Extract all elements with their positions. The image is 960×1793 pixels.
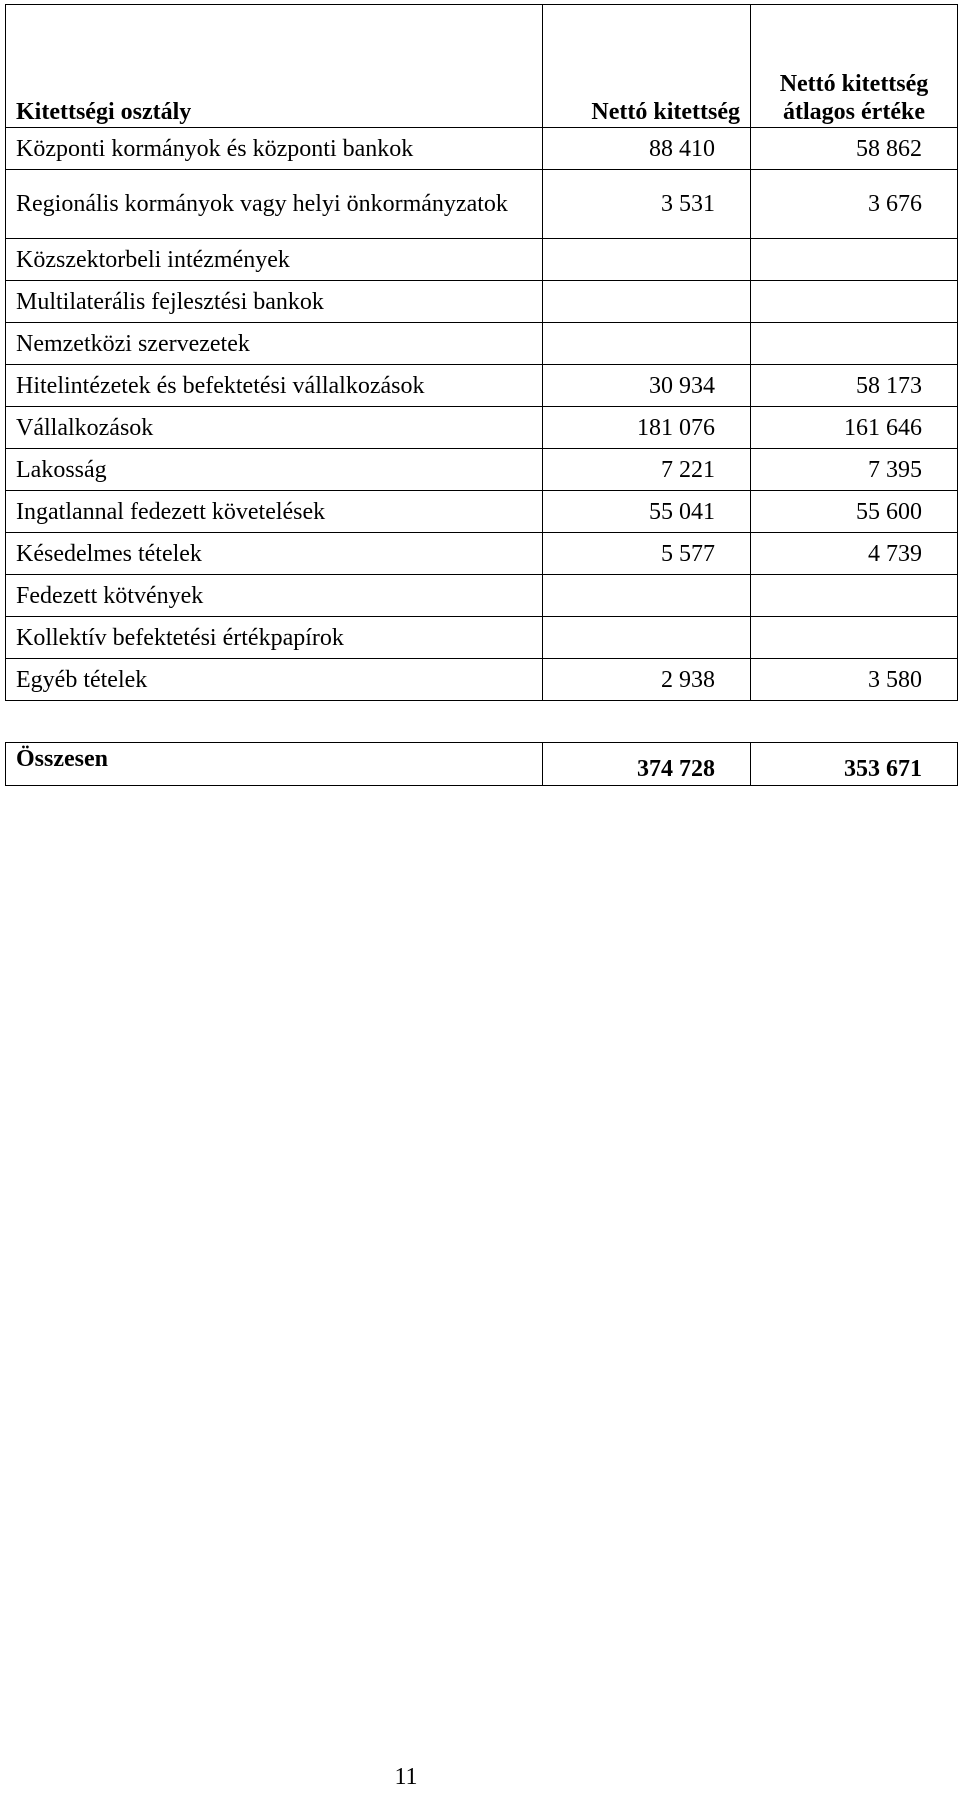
row-net-exposure: 2 938 [543, 659, 751, 701]
row-net-exposure: 181 076 [543, 407, 751, 449]
row-label: Nemzetközi szervezetek [6, 323, 543, 365]
row-average-exposure: 3 676 [751, 170, 958, 239]
table-row [6, 617, 958, 659]
header-exposure-class: Kitettségi osztály [6, 5, 543, 128]
table-row [6, 323, 958, 365]
row-net-exposure: 3 531 [543, 170, 751, 239]
total-table [5, 742, 958, 786]
row-net-exposure [543, 617, 751, 659]
row-label: Fedezett kötvények [6, 575, 543, 617]
row-label: Regionális kormányok vagy helyi önkormányzatok [6, 170, 543, 239]
table-row [6, 491, 958, 533]
row-net-exposure: 30 934 [543, 365, 751, 407]
row-average-exposure [751, 239, 958, 281]
row-label: Ingatlannal fedezett követelések [6, 491, 543, 533]
row-label: Kollektív befektetési értékpapírok [6, 617, 543, 659]
row-net-exposure [543, 239, 751, 281]
row-average-exposure [751, 617, 958, 659]
row-average-exposure: 55 600 [751, 491, 958, 533]
row-average-exposure: 58 862 [751, 128, 958, 170]
row-average-exposure: 58 173 [751, 365, 958, 407]
total-net-exposure: 374 728 [543, 743, 751, 786]
row-average-exposure: 7 395 [751, 449, 958, 491]
row-label: Központi kormányok és központi bankok [6, 128, 543, 170]
table-row [6, 365, 958, 407]
row-average-exposure [751, 323, 958, 365]
row-label: Hitelintézetek és befektetési vállalkozások [6, 365, 543, 407]
table-row [6, 407, 958, 449]
table-row [6, 449, 958, 491]
table-row [6, 575, 958, 617]
page-number: 11 [394, 1764, 418, 1790]
row-average-exposure: 161 646 [751, 407, 958, 449]
row-label: Lakosság [6, 449, 543, 491]
row-label: Multilaterális fejlesztési bankok [6, 281, 543, 323]
row-label: Késedelmes tételek [6, 533, 543, 575]
row-label: Vállalkozások [6, 407, 543, 449]
row-average-exposure [751, 575, 958, 617]
row-net-exposure [543, 575, 751, 617]
row-average-exposure: 3 580 [751, 659, 958, 701]
table-row [6, 170, 958, 239]
table-row [6, 128, 958, 170]
table-row [6, 281, 958, 323]
row-net-exposure [543, 281, 751, 323]
row-net-exposure: 7 221 [543, 449, 751, 491]
row-average-exposure [751, 281, 958, 323]
table-row [6, 533, 958, 575]
row-net-exposure [543, 323, 751, 365]
table-row [6, 659, 958, 701]
header-row [6, 5, 958, 128]
row-label: Közszektorbeli intézmények [6, 239, 543, 281]
total-average-exposure: 353 671 [751, 743, 958, 786]
total-row [6, 743, 958, 786]
row-average-exposure: 4 739 [751, 533, 958, 575]
exposure-table [5, 4, 958, 701]
row-net-exposure: 88 410 [543, 128, 751, 170]
row-net-exposure: 5 577 [543, 533, 751, 575]
table-row [6, 239, 958, 281]
row-net-exposure: 55 041 [543, 491, 751, 533]
header-net-exposure: Nettó kitettség [543, 5, 751, 128]
row-label: Egyéb tételek [6, 659, 543, 701]
total-label: Összesen [6, 743, 543, 786]
header-average-net-exposure: Nettó kitettség átlagos értéke [751, 5, 958, 128]
